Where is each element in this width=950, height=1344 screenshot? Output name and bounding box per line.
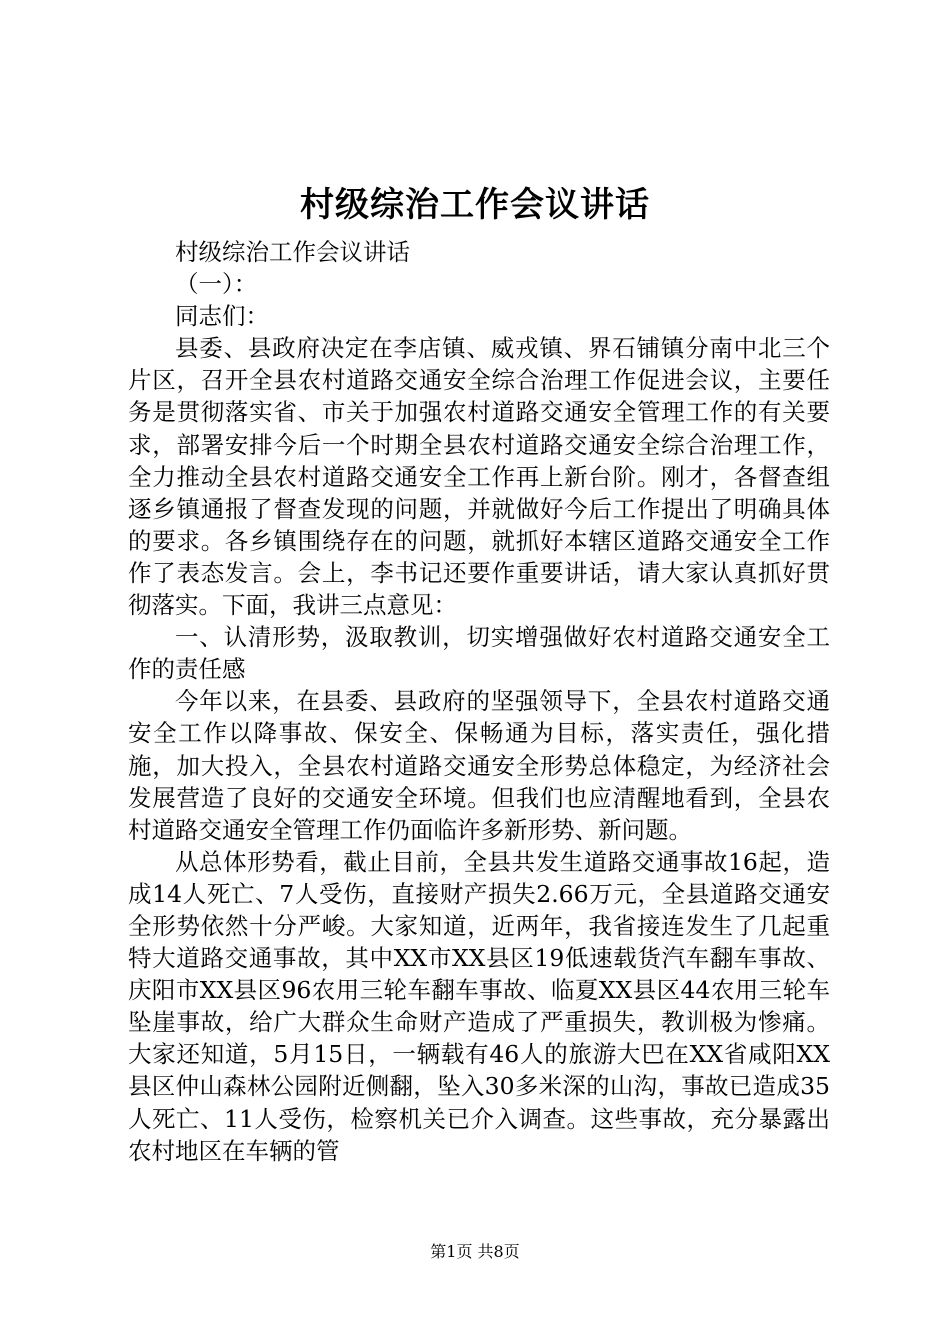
- section-marker: （一）：: [175, 270, 258, 299]
- body-paragraph: 县委、县政府决定在李店镇、威戎镇、界石铺镇分南中北三个片区，召开全县农村道路交通安全综合治理工作促进会议，主要任务是贯彻落实省、市关于加强农村道路交通安全管理工作的有关要求，部署安排今后一个时期全县农村道路交通安全综合治理工作，全力推动全县农村道路交通安全工作再上新台阶。刚才，各督查组逐乡镇通报了督查发现的问题，并就做好今后工作提出了明确具体的要求。各乡镇围绕存在的问题，就抓好本辖区道路交通安全工作作了表态发言。会上，李书记还要作重要讲话，请大家认真抓好贯彻落实。下面，我讲三点意见：: [128, 334, 830, 620]
- body-paragraph: 从总体形势看，截止目前，全县共发生道路交通事故16起，造成14人死亡、7人受伤，直接财产损失2.66万元，全县道路交通安全形势依然十分严峻。大家知道，近两年，我省接连发生了几起重特大道路交通事故，其中XX市XX县区19低速载货汽车翻车事故、庆阳市XX县区96农用三轮车翻车事故、临夏XX县区44农用三轮车坠崖事故，给广大群众生命财产造成了严重损失，教训极为惨痛。大家还知道，5月15日，一辆载有46人的旅游大巴在XX省咸阳XX县区仲山森林公园附近侧翻，坠入30多米深的山沟，事故已造成35人死亡、11人受伤，检察机关已介入调查。这些事故，充分暴露出农村地区在车辆的管: [128, 847, 830, 1165]
- subtitle-paragraph: 村级综治工作会议讲话: [175, 238, 410, 266]
- document-title: 村级综治工作会议讲话: [300, 185, 650, 225]
- salutation: 同志们：: [175, 302, 269, 331]
- section-heading: 一、认清形势，汲取教训，切实增强做好农村道路交通安全工作的责任感: [128, 623, 830, 684]
- body-paragraph: 今年以来，在县委、县政府的坚强领导下，全县农村道路交通安全工作以降事故、保安全、保畅通为目标，落实责任，强化措施，加大投入，全县农村道路交通安全形势总体稳定，为经济社会发展营造了良好的交通安全环境。但我们也应清醒地看到，全县农村道路交通安全管理工作仍面临许多新形势、新问题。: [128, 687, 830, 844]
- document-body: [128, 236, 830, 1167]
- page-footer: 第1页 共8页: [430, 1242, 520, 1261]
